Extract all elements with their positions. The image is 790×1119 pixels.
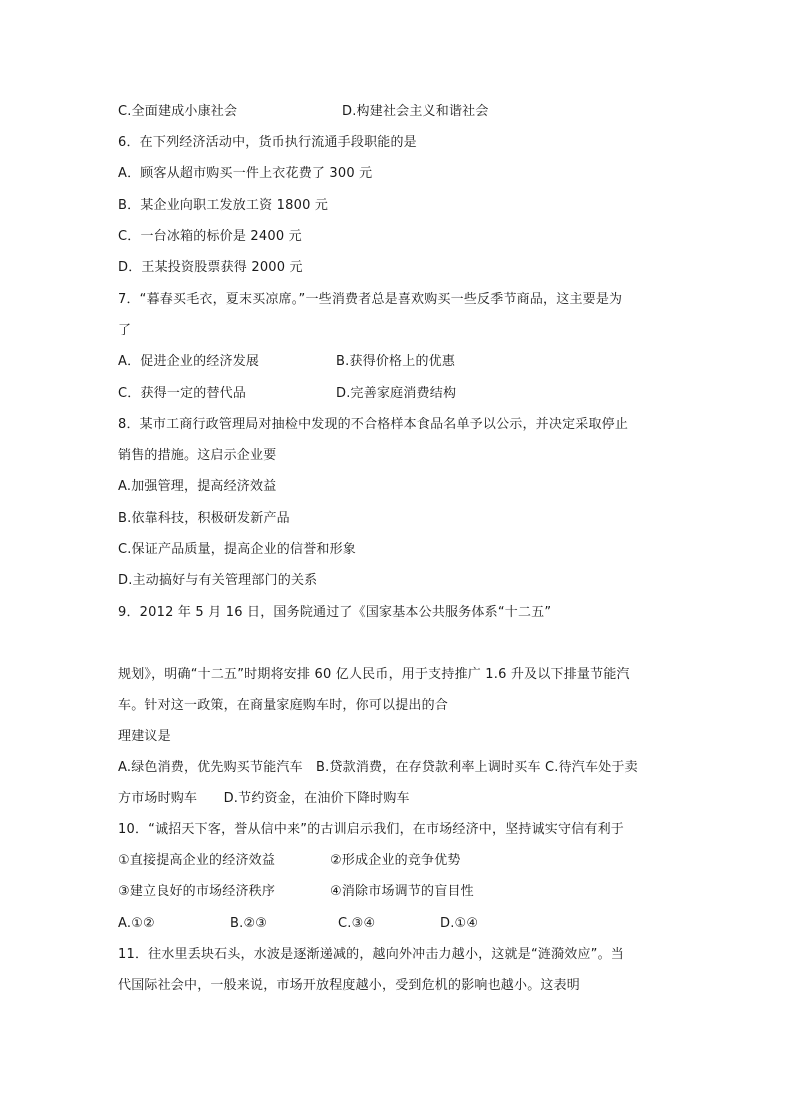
option-b: B．某企业向职工发放工资 1800 元 <box>118 198 329 213</box>
option-c: C.保证产品质量，提高企业的信誉和形象 <box>118 542 357 557</box>
option-d: D．王某投资股票获得 2000 元 <box>118 260 303 275</box>
options-line: 方市场时购车 D.节约资金，在油价下降时购车 <box>118 791 410 806</box>
statement-4: ④消除市场调节的盲目性 <box>330 884 474 899</box>
question-8-cont: 销售的措施。这启示企业要 <box>118 448 277 463</box>
option-line <box>118 916 479 932</box>
option-a: A．促进企业的经济发展 <box>118 354 260 369</box>
statement-2: ②形成企业的竞争优势 <box>330 853 461 868</box>
statement-1: ①直接提高企业的经济效益 <box>118 853 276 868</box>
question-11: 11．往水里丢块石头，水波是逐渐递减的，越向外冲击力越小，这就是“涟漪效应”。当 <box>118 947 625 962</box>
option-c: C．获得一定的替代品 <box>118 386 247 401</box>
question-11-cont: 代国际社会中，一般来说，市场开放程度越小，受到危机的影响也越小。这表明 <box>118 978 581 993</box>
option-a: A.①② <box>118 916 155 931</box>
question-7-cont: 了 <box>118 323 132 338</box>
statement-3: ③建立良好的市场经济秩序 <box>118 884 276 899</box>
option-b: B.依靠科技，积极研发新产品 <box>118 511 290 526</box>
options-line: A.绿色消费，优先购买节能汽车 B.贷款消费，在存贷款利率上调时买车 C.待汽车处于卖 <box>118 760 638 775</box>
option-a: A．顾客从超市购买一件上衣花费了 300 元 <box>118 166 373 181</box>
option-d: D.①④ <box>440 916 479 931</box>
question-9-cont: 车。针对这一政策，在商量家庭购车时，你可以提出的合 <box>118 698 449 713</box>
option-d: D.主动搞好与有关管理部门的关系 <box>118 573 318 588</box>
option-b: B.获得价格上的优惠 <box>336 354 456 369</box>
question-9-cont: 规划》，明确“十二五”时期将安排 60 亿人民币，用于支持推广 1.6 升及以下排量节能汽 <box>118 667 630 682</box>
option-line <box>118 104 489 120</box>
question-10: 10．“诚招天下客，誉从信中来”的古训启示我们，在市场经济中，坚持诚实守信有利于 <box>118 822 625 837</box>
option-d: D.完善家庭消费结构 <box>336 386 457 401</box>
statement-line <box>118 884 474 900</box>
option-c: C.全面建成小康社会 <box>118 104 238 119</box>
option-d: D.构建社会主义和谐社会 <box>342 104 489 119</box>
option-c: C．一台冰箱的标价是 2400 元 <box>118 229 302 244</box>
question-9: 9．2012 年 5 月 16 日，国务院通过了《国家基本公共服务体系“十二五” <box>118 605 552 620</box>
question-8: 8．某市工商行政管理局对抽检中发现的不合格样本食品名单予以公示，并决定采取停止 <box>118 417 629 432</box>
option-b: B.②③ <box>230 916 268 931</box>
question-7: 7．“暮春买毛衣，夏末买凉席。”一些消费者总是喜欢购买一些反季节商品，这主要是为 <box>118 292 623 307</box>
option-line <box>118 386 457 402</box>
statement-line <box>118 853 461 869</box>
option-line <box>118 354 456 370</box>
option-c: C.③④ <box>338 916 376 931</box>
option-a: A.加强管理，提高经济效益 <box>118 479 277 494</box>
question-9-cont: 理建议是 <box>118 729 171 744</box>
question-6: 6．在下列经济活动中，货币执行流通手段职能的是 <box>118 135 417 150</box>
